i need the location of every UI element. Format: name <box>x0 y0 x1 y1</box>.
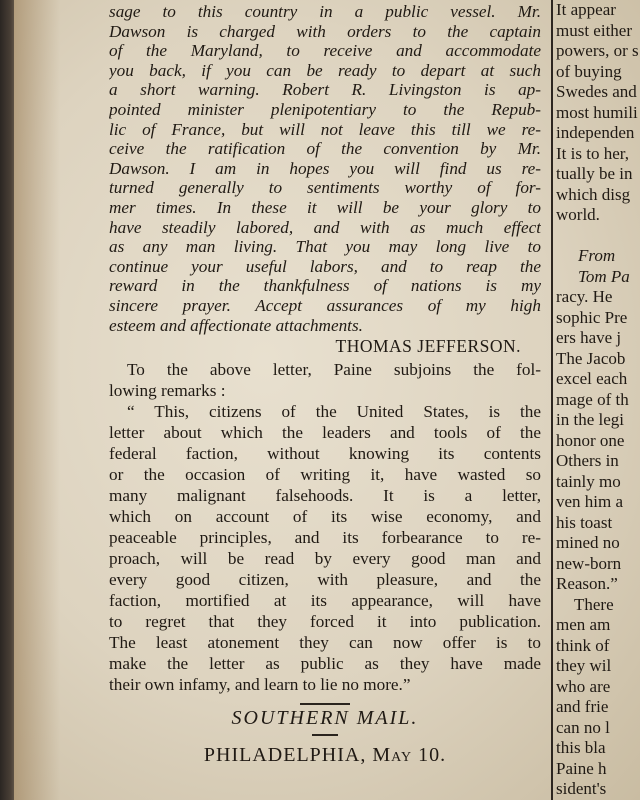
remarks-line: which on account of its wise economy, and <box>109 507 541 527</box>
remarks-line: their own infamy, and learn to lie no more.” <box>109 675 411 695</box>
letter-line: ceive the ratification of the convention by Mr. <box>109 139 541 159</box>
right-column-line: independen <box>556 123 635 142</box>
right-column-line: and frie <box>556 697 609 716</box>
right-column-line: There <box>574 594 614 614</box>
right-column-line: in the legi <box>556 410 624 429</box>
remarks-line: peaceable principles, and its forbearance to re- <box>109 528 541 548</box>
right-column-line <box>556 226 640 247</box>
right-column-line: most humili <box>556 102 638 122</box>
right-column-line: world. <box>556 205 600 224</box>
right-column-line: It appear <box>556 0 616 19</box>
right-column-line: It is to her, <box>556 143 629 163</box>
letter-line: lic of France, but will not leave this till we re- <box>109 119 541 139</box>
newspaper-page <box>14 0 640 800</box>
letter-line: turned generally to sentiments worthy of for- <box>109 178 541 198</box>
right-column-line: tainly mo <box>556 471 621 491</box>
right-column-line: Reason.” <box>556 574 618 593</box>
remarks-line: proach, will be read by every good man and <box>109 549 541 569</box>
letter-line: as any man living. That you may long live to <box>109 237 541 257</box>
letter-line: have steadily labored, and with as much effect <box>109 217 541 237</box>
column-divider <box>551 0 553 800</box>
right-column-line: of buying <box>556 61 622 81</box>
letter-line: continue your useful labors, and to reap the <box>109 256 541 276</box>
right-column-line: sophic Pre <box>556 307 628 327</box>
letter-line: a short warning. Robert R. Livingston is ap- <box>109 80 541 100</box>
right-column-line: they wil <box>556 656 612 675</box>
right-column-line: men am <box>556 615 611 634</box>
letter-line: you back, if you can be ready to depart at such <box>109 60 541 80</box>
right-column-line: racy. He <box>556 287 613 306</box>
heading-divider-rule <box>312 734 338 736</box>
remarks-line: many malignant falsehoods. It is a letter, <box>109 486 541 506</box>
remarks-line: “ This, citizens of the United States, is the <box>127 402 541 422</box>
letter-line: esteem and affectionate attachments. <box>109 315 363 335</box>
left-column <box>109 0 541 765</box>
right-column <box>556 0 640 800</box>
section-heading-southern-mail: SOUTHERN MAIL. <box>231 706 419 729</box>
right-column-line: which disg <box>556 184 631 204</box>
right-column-line: must either <box>556 20 633 40</box>
letter-line: sincere prayer. Accept assurances of my high <box>109 295 541 315</box>
right-column-line: this bla <box>556 738 606 757</box>
right-column-line: powers, or s <box>556 41 639 60</box>
letter-line: Dawson. I am in hopes you will find us re- <box>109 158 541 178</box>
paine-remarks-text <box>109 359 541 695</box>
remarks-line: faction, mortified at its appearance, will have <box>109 591 541 611</box>
remarks-line: To the above letter, Paine subjoins the fol- <box>127 360 541 380</box>
right-column-line: Others in <box>556 451 619 470</box>
right-column-line: Swedes and <box>556 82 637 101</box>
remarks-line: lowing remarks : <box>109 381 226 401</box>
remarks-line: to regret that they forced it into publication. <box>109 612 541 632</box>
letter-line: sage to this country in a public vessel. Mr. <box>109 2 541 21</box>
letter-line: of the Maryland, to receive and accommodate <box>109 41 541 61</box>
right-column-line: tually be in <box>556 164 633 183</box>
page-edge-stain <box>14 0 60 800</box>
right-column-line: mined no <box>556 533 620 552</box>
right-column-line: The Jacob <box>556 348 626 368</box>
letter-line: mer times. In these it will be your glory to <box>109 197 541 217</box>
right-column-line: honor one <box>556 430 625 450</box>
right-column-line: who are <box>556 676 611 696</box>
right-column-line: sident's <box>556 779 607 798</box>
right-column-line: ers have j <box>556 328 622 347</box>
right-column-line: new-born <box>556 553 622 573</box>
letter-line: pointed minister plenipotentiary to the Repub- <box>109 99 541 119</box>
right-column-line: can no l <box>556 717 610 737</box>
remarks-line: letter about which the leaders and tools of the <box>109 423 541 443</box>
remarks-line: every good citizen, with pleasure, and the <box>109 570 541 590</box>
section-divider-rule <box>300 703 350 705</box>
right-column-line: From <box>578 246 616 265</box>
letter-line: reward in the thankfulness of nations is my <box>109 276 541 296</box>
signature-thomas-jefferson: THOMAS JEFFERSON. <box>335 336 521 357</box>
right-column-line: excel each <box>556 369 628 388</box>
remarks-line: make the letter as public as they have made <box>109 654 541 674</box>
dateline-date: May 10. <box>372 743 447 766</box>
dateline-city: PHILADELPHIA, <box>203 743 367 766</box>
remarks-line: The least atonement they can now offer is to <box>109 633 541 653</box>
remarks-line: or the occasion of writing it, have wasted so <box>109 465 541 485</box>
dateline <box>109 743 541 766</box>
right-column-line: think of <box>556 635 610 655</box>
right-column-line: Tom Pa <box>578 266 630 286</box>
jefferson-letter-text <box>109 2 541 335</box>
right-column-line: his toast <box>556 512 613 532</box>
right-column-line: Paine h <box>556 758 607 778</box>
letter-line: Dawson is charged with orders to the captain <box>109 21 541 41</box>
right-column-line: mage of th <box>556 389 629 409</box>
right-column-line: ven him a <box>556 492 624 511</box>
remarks-line: federal faction, without knowing its contents <box>109 444 541 464</box>
